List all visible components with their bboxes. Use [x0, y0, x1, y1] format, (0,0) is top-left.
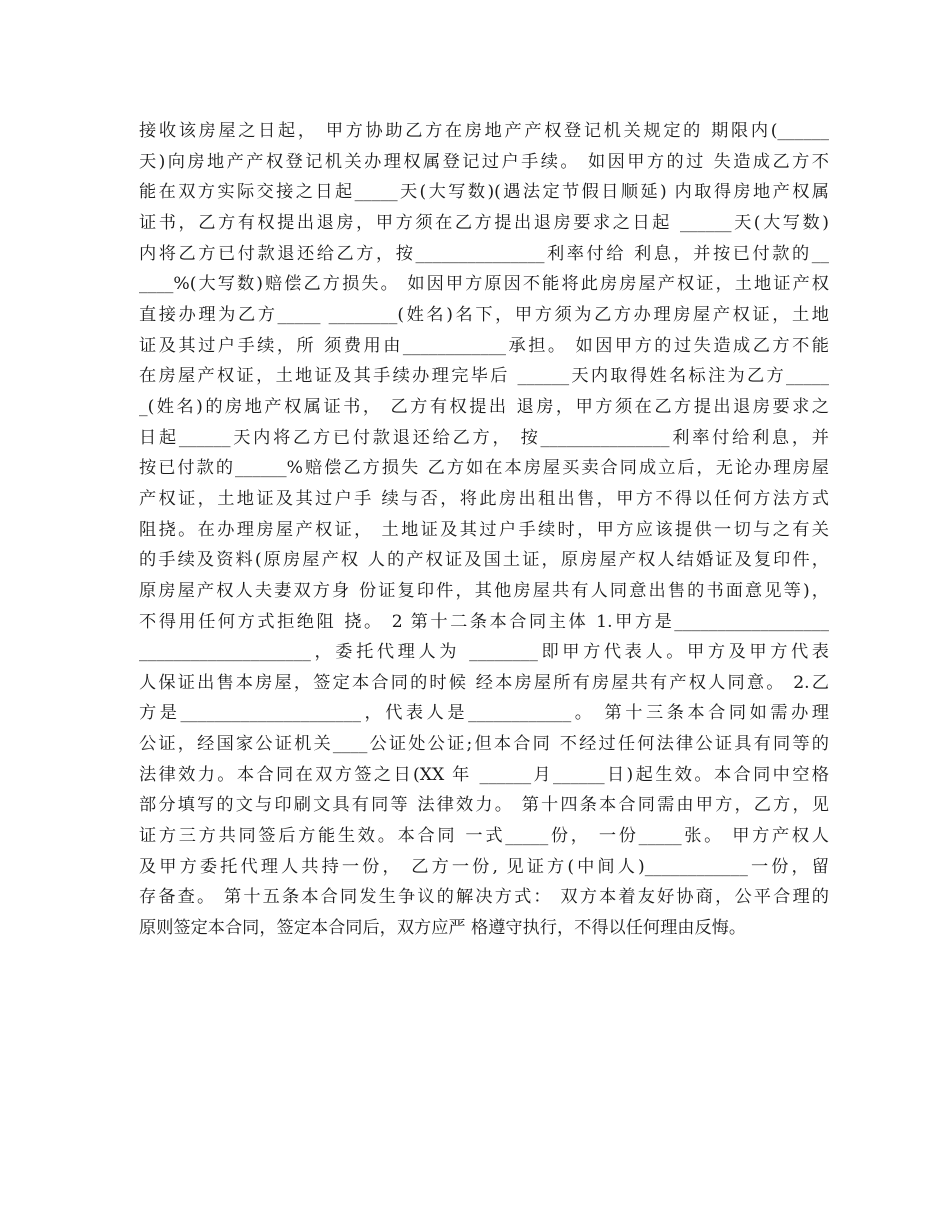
text-line: 人保证出售本房屋，签定本合同的时候 经本房屋所有房屋共有产权人同意。 2.乙 — [139, 672, 829, 693]
text-line: _(姓名)的房地产权属证书， 乙方有权提出 退房，甲方须在乙方提出退房要求之 — [139, 396, 829, 417]
text-line: 原则签定本合同，签定本合同后，双方应严 格遵守执行，不得以任何理由反悔。 — [139, 918, 747, 939]
text-line: 阻挠。在办理房屋产权证， 土地证及其过户手续时，甲方应该提供一切与之有关 — [139, 519, 829, 540]
text-line: 公证，经国家公证机关____公证处公证;但本合同 不经过任何法律公证具有同等的 — [139, 734, 829, 755]
text-line: 按已付款的______%赔偿乙方损失 乙方如在本房屋买卖合同成立后，无论办理房屋 — [139, 458, 829, 479]
text-line: ____%(大写数)赔偿乙方损失。 如因甲方原因不能将此房房屋产权证，土地证产权 — [139, 274, 829, 295]
text-line: 日起______天内将乙方已付款退还给乙方， 按_______________利率付给利息，并 — [139, 427, 829, 448]
text-line: 证及其过户手续，所 须费用由____________承担。 如因甲方的过失造成乙方不能 — [139, 335, 829, 356]
text-line: 部分填写的文与印刷文具有同等 法律效力。 第十四条本合同需由甲方，乙方，见 — [139, 795, 829, 816]
text-line: ____________________，委托代理人为 ________即甲方代表人。甲方及甲方代表 — [139, 642, 829, 663]
text-line: 产权证，土地证及其过户手 续与否，将此房出租出售，甲方不得以任何方法方式 — [139, 488, 829, 509]
text-line: 原房屋产权人夫妻双方身 份证复印件，其他房屋共有人同意出售的书面意见等)， — [139, 580, 829, 601]
contract-text-block — [139, 116, 829, 944]
text-line: 在房屋产权证，土地证及其手续办理完毕后 ______天内取得姓名标注为乙方_____ — [139, 366, 829, 387]
text-line: 及甲方委托代理人共持一份， 乙方一份, 见证方(中间人)____________一份，留 — [139, 856, 829, 877]
text-line: 的手续及资料(原房屋产权 人的产权证及国土证，原房屋产权人结婚证及复印件， — [139, 550, 829, 571]
text-line: 内将乙方已付款退还给乙方，按_______________利率付给 利息，并按已付款的__ — [139, 243, 829, 264]
text-line: 存备查。 第十五条本合同发生争议的解决方式： 双方本着友好协商，公平合理的 — [139, 887, 829, 908]
text-line: 接收该房屋之日起， 甲方协助乙方在房地产产权登记机关规定的 期限内(______ — [139, 121, 829, 141]
text-line: 方是_____________________，代表人是____________。 第十三条本合同如需办理 — [139, 703, 829, 724]
text-line: 证方三方共同签后方能生效。本合同 一式_____份， 一份_____张。 甲方产权人 — [139, 826, 829, 847]
text-line: 天)向房地产产权登记机关办理权属登记过户手续。 如因甲方的过 失造成乙方不 — [139, 151, 829, 172]
text-line: 不得用任何方式拒绝阻 挠。 2 第十二条本合同主体 1.甲方是__________________ — [139, 611, 829, 632]
text-line: 直接办理为乙方_____ ________(姓名)名下，甲方须为乙方办理房屋产权证，土地 — [139, 304, 829, 325]
text-line: 能在双方实际交接之日起_____天(大写数)(遇法定节假日顺延) 内取得房地产权属 — [139, 182, 829, 203]
text-line: 法律效力。本合同在双方签之日(XX 年 ______月______日)起生效。本合同中空格 — [139, 764, 829, 785]
text-line: 证书，乙方有权提出退房，甲方须在乙方提出退房要求之日起 ______天(大写数) — [139, 212, 829, 233]
